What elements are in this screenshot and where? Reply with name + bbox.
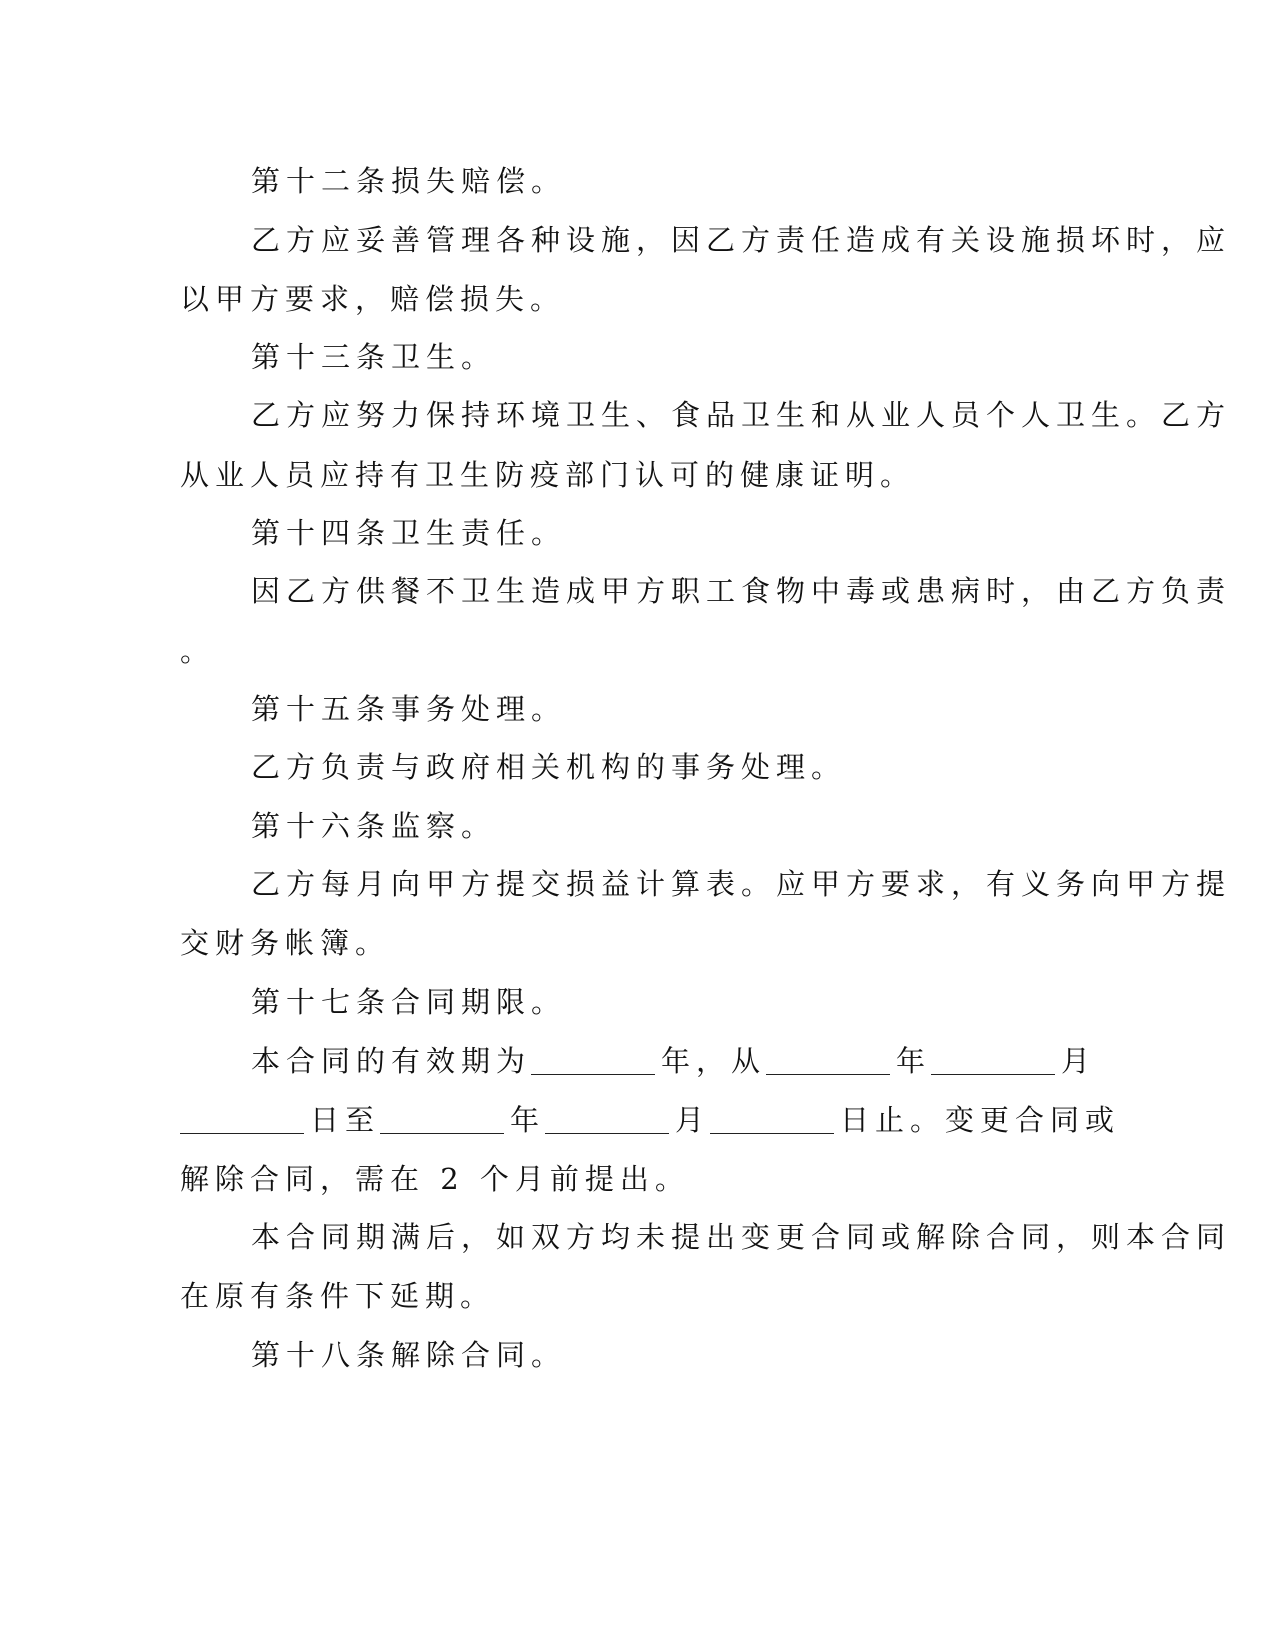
article-13-title: 第十三条卫生。 <box>251 340 497 374</box>
article-16-body-line-2: 交财务帐簿。 <box>180 926 391 960</box>
fill-blank-start-day[interactable] <box>180 1099 304 1134</box>
article-17-term-line-3: 解除合同，需在 2 个月前提出。 <box>180 1162 690 1196</box>
article-17-term-line-2 <box>180 1095 1121 1145</box>
term-text-4: 月 <box>1061 1044 1097 1078</box>
term-text-6: 年 <box>510 1103 546 1137</box>
fill-blank-years[interactable] <box>531 1040 655 1075</box>
fill-blank-end-day[interactable] <box>710 1099 834 1134</box>
article-12-body-line-1: 乙方应妥善管理各种设施，因乙方责任造成有关设施损坏时，应 <box>251 223 1232 257</box>
term-text-7: 月 <box>675 1103 711 1137</box>
article-14-title: 第十四条卫生责任。 <box>251 516 567 550</box>
article-17-title: 第十七条合同期限。 <box>251 985 567 1019</box>
article-12-body-line-2: 以甲方要求，赔偿损失。 <box>180 282 566 316</box>
term-text-8: 日止。变更合同或 <box>840 1103 1121 1137</box>
article-15-title: 第十五条事务处理。 <box>251 692 567 726</box>
article-13-body-line-2: 从业人员应持有卫生防疫部门认可的健康证明。 <box>180 458 916 492</box>
article-15-body-line-1: 乙方负责与政府相关机构的事务处理。 <box>251 750 847 784</box>
article-12-title: 第十二条损失赔偿。 <box>251 164 567 198</box>
article-17-extension-line-2: 在原有条件下延期。 <box>180 1279 496 1313</box>
article-13-body-line-1: 乙方应努力保持环境卫生、食品卫生和从业人员个人卫生。乙方 <box>251 398 1232 432</box>
fill-blank-start-month[interactable] <box>931 1040 1055 1075</box>
article-17-term-line-1 <box>251 1036 1151 1086</box>
term-text-2: 年，从 <box>661 1044 767 1078</box>
fill-blank-end-month[interactable] <box>545 1099 669 1134</box>
article-14-body-line-1: 因乙方供餐不卫生造成甲方职工食物中毒或患病时，由乙方负责 <box>251 574 1232 608</box>
article-18-title: 第十八条解除合同。 <box>251 1338 567 1372</box>
term-text-3: 年 <box>896 1044 932 1078</box>
fill-blank-end-year[interactable] <box>380 1099 504 1134</box>
article-14-body-line-2: 。 <box>180 634 216 668</box>
article-16-body-line-1: 乙方每月向甲方提交损益计算表。应甲方要求，有义务向甲方提 <box>251 867 1232 901</box>
term-text-1: 本合同的有效期为 <box>251 1044 532 1078</box>
fill-blank-start-year[interactable] <box>766 1040 890 1075</box>
term-text-5: 日至 <box>310 1103 381 1137</box>
article-17-extension-line-1: 本合同期满后，如双方均未提出变更合同或解除合同，则本合同 <box>251 1220 1232 1254</box>
article-16-title: 第十六条监察。 <box>251 809 497 843</box>
